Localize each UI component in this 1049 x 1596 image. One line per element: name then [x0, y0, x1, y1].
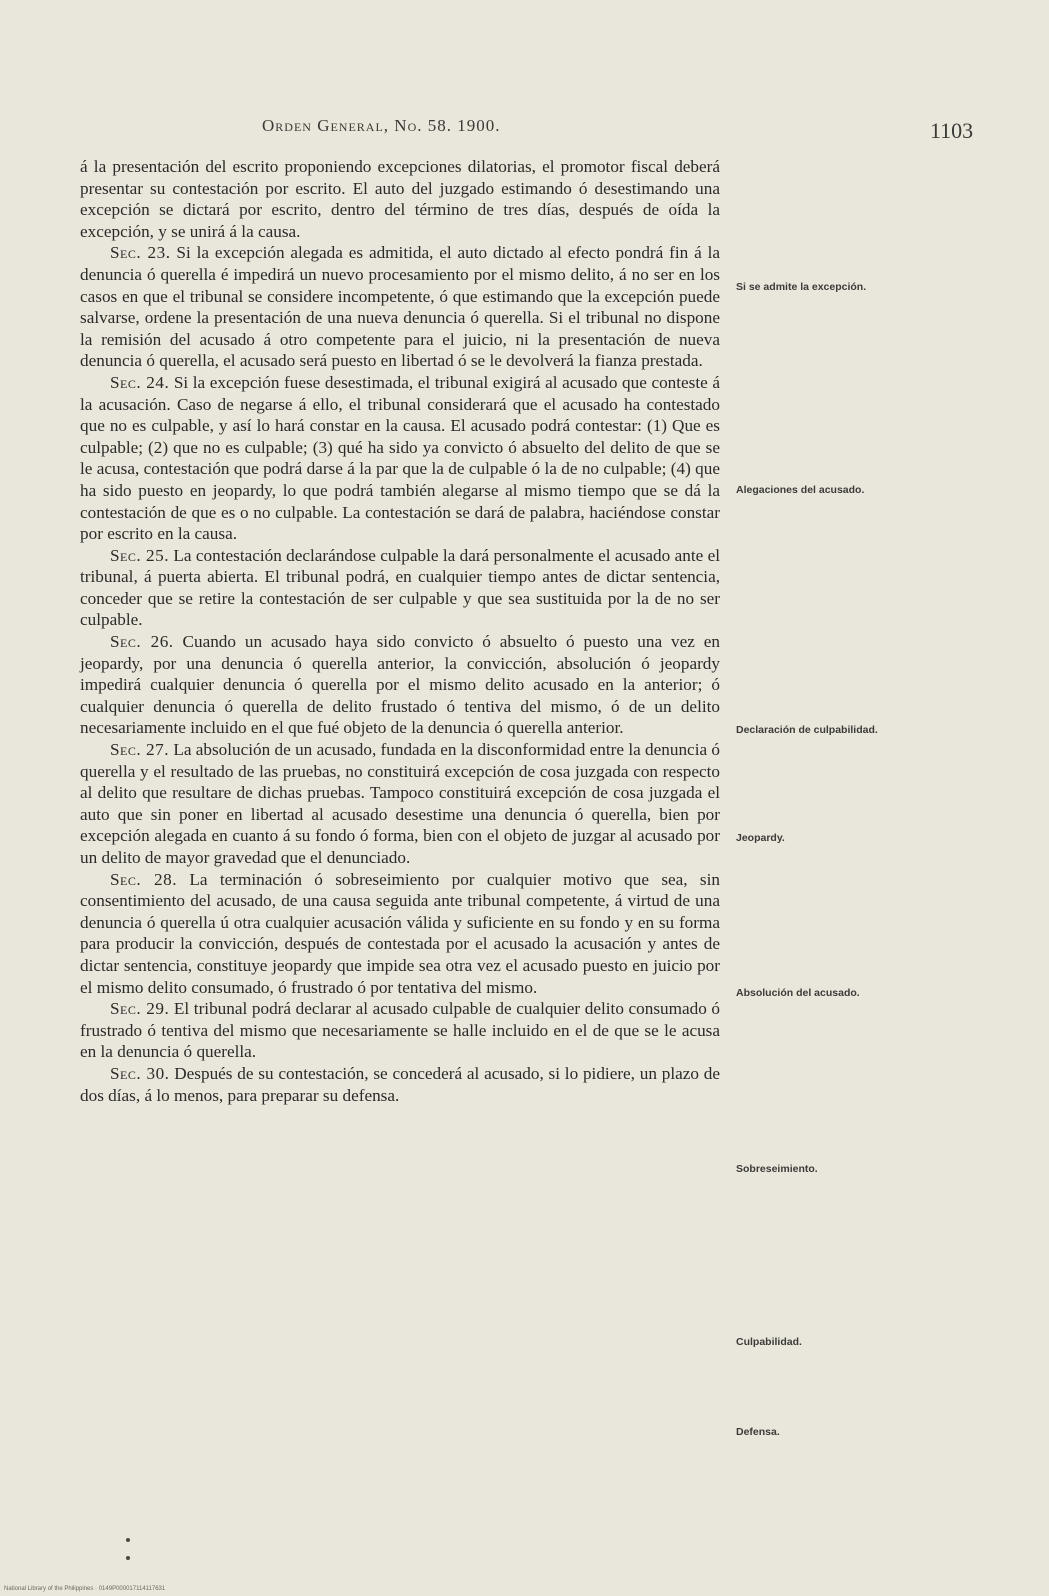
scan-credit: National Library of the Philippines · 0149P000017114117631 — [4, 1586, 166, 1592]
section-27 — [80, 739, 720, 869]
running-title: Orden General, No. 58. 1900. — [262, 116, 501, 135]
margin-note-defensa: Defensa. — [736, 1426, 780, 1438]
section-28 — [80, 869, 720, 999]
section-29 — [80, 998, 720, 1063]
margin-note-excepcion: Si se admite la excepción. — [736, 281, 867, 293]
section-label: Sec. 29. — [110, 999, 170, 1019]
margin-note-jeopardy: Jeopardy. — [736, 832, 785, 844]
paragraph-text: El tribunal podrá declarar al acusado culpable de cualquier delito consumado ó frustrado ó tentiva del mismo que necesariamente se halle incluido en el de que se le acusa en la denuncia ó querella. — [80, 999, 721, 1062]
section-label: Sec. 28. — [110, 869, 178, 889]
speck-mark — [126, 1556, 130, 1560]
paragraph-text: á la presentación del escrito proponiendo excepciones dilatorias, el promotor fiscal deberá presentar su contestación por escrito. El auto del juzgado estimando ó desestimando una excepción se dictará por escrito, dentro del término de tres días, después de oída la excepción, y se unirá á la causa. — [80, 157, 720, 241]
paragraph-text: Cuando un acusado haya sido convicto ó absuelto ó puesto una vez en jeopardy, por una denuncia ó querella anterior, la convicción, absolución ó jeopardy impedirá cualquier denuncia ó querella por el mismo delito acusado en la anterior; ó cualquier denuncia ó querella de delito frustado ó tentiva del mismo, ó de un delito necesariamente incluido en el que fué objeto de la denuncia ó querella anterior. — [80, 632, 720, 738]
paragraph-text: La absolución de un acusado, fundada en la disconformidad entre la denuncia ó querella y el resultado de las pruebas, no constituirá excepción de cosa juzgada con respecto al delito que resultare de dichas pruebas. Tampoco constituirá excepción de cosa juzgada el auto que sin poner en libertad al acusado desestime una denuncia ó querella, bien por excepción alegada en cuanto á su fondo ó forma, bien con el objeto de juzgar al acusado por un delito de mayor gravedad que el denunciado. — [80, 740, 721, 867]
section-label: Sec. 30. — [110, 1063, 170, 1083]
margin-note-absolucion: Absolución del acusado. — [736, 987, 860, 999]
margin-note-alegaciones: Alegaciones del acusado. — [736, 484, 865, 496]
section-label: Sec. 24. — [110, 372, 170, 392]
section-24 — [80, 372, 720, 545]
section-label: Sec. 26. — [110, 632, 174, 652]
section-30 — [80, 1063, 720, 1106]
paragraph-text: Si la excepción alegada es admitida, el auto dictado al efecto pondrá fin á la denuncia ó querella é impedirá un nuevo procesamiento por el mismo delito, á no ser en los casos en que el tribunal se considere incompetente, ó que estimando que la excepción puede salvarse, ordene la presentación de una nueva denuncia ó querella. Si el tribunal no dispone la remisión del acusado á otro competente para el juicio, ni la presentación de nueva denuncia ó querella, el acusado será puesto en libertad ó se le devolverá la fianza prestada. — [80, 243, 721, 371]
margin-note-sobreseimiento: Sobreseimiento. — [736, 1163, 818, 1175]
speck-mark — [126, 1538, 130, 1542]
section-label: Sec. 27. — [110, 740, 169, 760]
paragraph-text: Si la excepción fuese desestimada, el tribunal exigirá al acusado que conteste á la acusación. Caso de negarse á ello, el tribunal considerará que el acusado ha contestado que no es culpable, y así lo hará constar en la causa. El acusado podrá contestar: (1) Que es culpable; (2) que no es culpable; (3) qué ha sido ya convicto ó absuelto del delito de que se le acusa, contestación que podrá darse á la par que la de culpable ó la de no culpable; (4) que ha sido puesto en jeopardy, lo que podrá también alegarse al mismo tiempo que se dá la contestación de que es o no culpable. La contestación se dará de palabra, haciéndose constar por escrito en la causa. — [80, 372, 720, 544]
section-label: Sec. 25. — [110, 545, 170, 565]
margin-note-declaracion: Declaración de culpabilidad. — [736, 724, 878, 736]
body-text — [80, 156, 720, 1106]
paragraph-text: La contestación declarándose culpable la dará personalmente el acusado ante el tribunal, á puerta abierta. El tribunal podrá, en cualquier tiempo antes de dictar sentencia, conceder que se retire la contestación de ser culpable y que sea sustituida por la de no ser culpable. — [80, 545, 720, 630]
page-number: 1103 — [930, 118, 974, 143]
section-25 — [80, 545, 720, 631]
section-26 — [80, 631, 720, 739]
paragraph-intro — [80, 156, 720, 242]
paragraph-text: Después de su contestación, se concederá al acusado, si lo pidiere, un plazo de dos días, á lo menos, para preparar su defensa. — [80, 1063, 720, 1105]
section-label: Sec. 23. — [110, 243, 171, 263]
paragraph-text: La terminación ó sobreseimiento por cualquier motivo que sea, sin consentimiento del acusado, de una causa seguida ante tribunal competente, á virtud de una denuncia ó querella ú otra cualquier acusación válida y suficiente en su fondo y en su forma para producir la convicción, después de contestada por el acusado la acusación y antes de dictar sentencia, constituye jeopardy que impide sea otra vez el acusado puesto en juicio por el mismo delito consumado, ó frustrado ó por tentativa del mismo. — [80, 869, 720, 997]
margin-note-culpabilidad: Culpabilidad. — [736, 1336, 802, 1348]
section-23 — [80, 242, 720, 372]
